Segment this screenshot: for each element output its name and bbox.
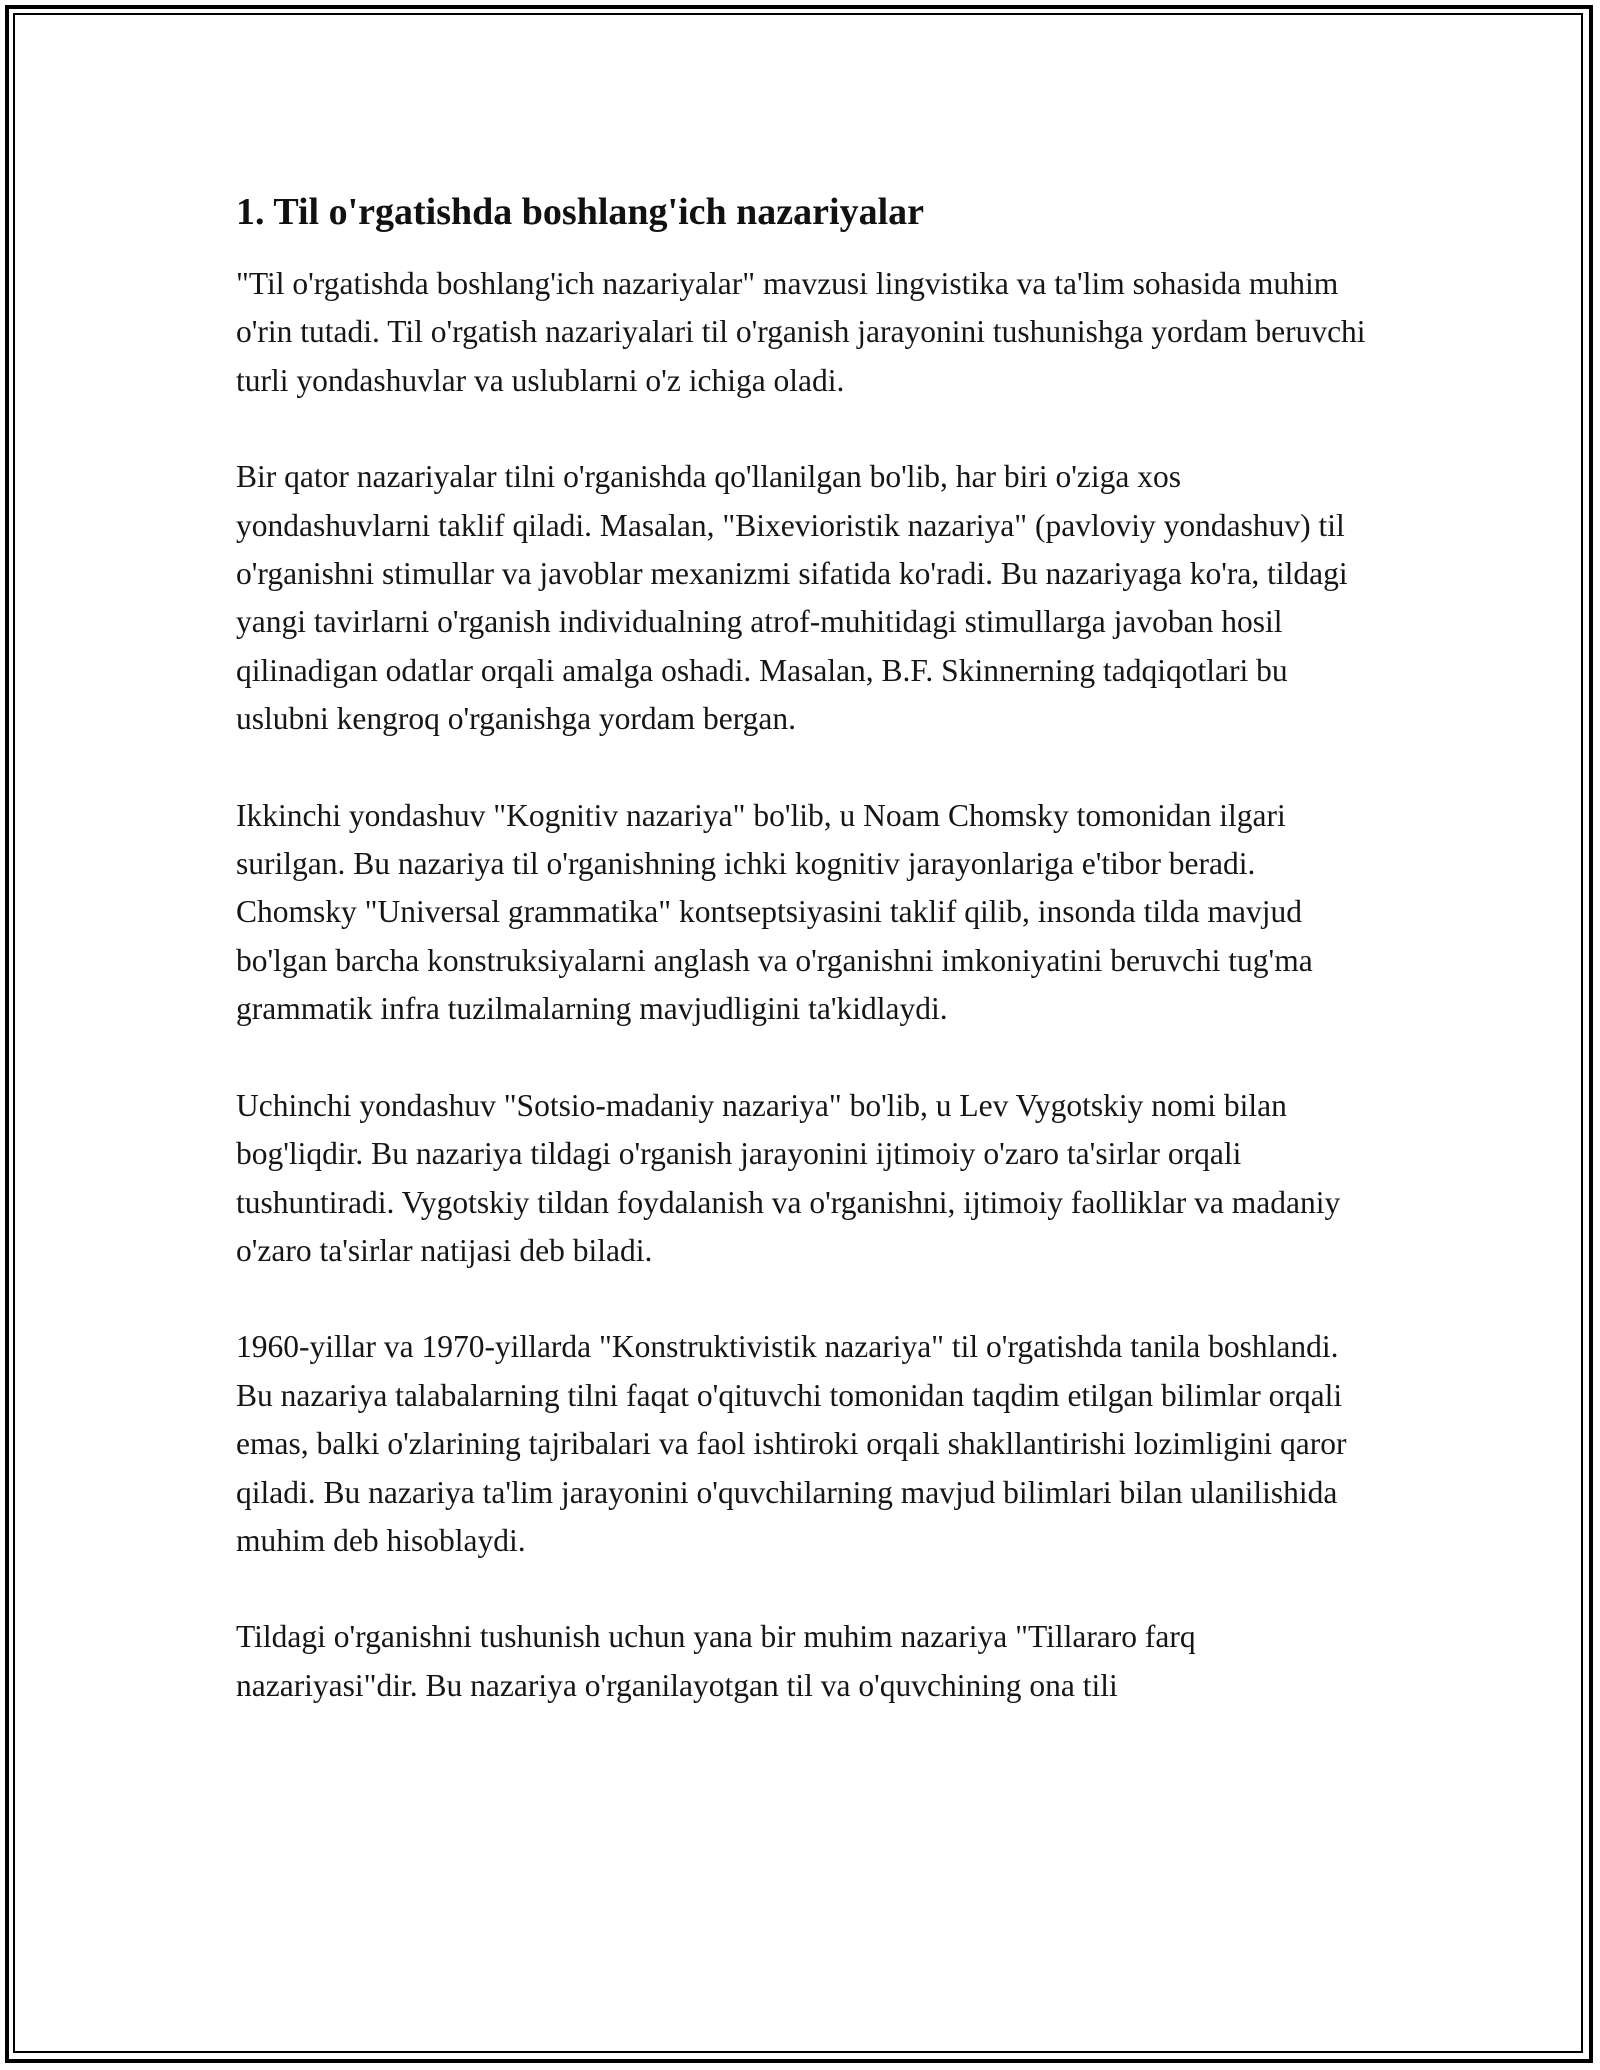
paragraph-contrastive-theory: Tildagi o'rganishni tushunish uchun yana bir muhim nazariya "Tillararo farq nazariyasi"dir. Bu nazariya o'rganilayotgan til va o'quvchining ona tili bbox=[236, 1619, 1196, 1703]
paragraph-sociocultural-theory: Uchinchi yondashuv "Sotsio-madaniy nazariya" bo'lib, u Lev Vygotskiy nomi bilan bog'liqdir. Bu nazariya tildagi o'rganish jarayonini ijtimoiy o'zaro ta'sirlar orqali tushuntiradi. Vygotskiy tildan foydalanish va o'rganishni, ijtimoiy faolliklar va madaniy o'zaro ta'sirlar natijasi deb biladi. bbox=[236, 1087, 1341, 1268]
paragraph-intro: "Til o'rgatishda boshlang'ich nazariyalar" mavzusi lingvistika va ta'lim sohasida muhim o'rin tutadi. Til o'rgatish nazariyalari til o'rganish jarayonini tushunishga yordam beruvchi turli yondashuvlar va uslublarni o'z ichiga oladi. bbox=[236, 266, 1366, 398]
paragraph-constructivist-theory: 1960-yillar va 1970-yillarda "Konstruktivistik nazariya" til o'rgatishda tanila boshlandi. Bu nazariya talabalarning tilni faqat o'qituvchi tomonidan taqdim etilgan bilimlar orqali emas, balki o'zlarining tajribalari va faol ishtiroki orqali shakllantirishi lozimligini qaror qiladi. Bu nazariya ta'lim jarayonini o'quvchilarning mavjud bilimlari bilan ulanilishida muhim deb hisoblaydi. bbox=[236, 1329, 1347, 1558]
section-heading: 1. Til o'rgatishda boshlang'ich nazariyalar bbox=[236, 191, 924, 233]
paragraph-cognitive-theory: Ikkinchi yondashuv "Kognitiv nazariya" bo'lib, u Noam Chomsky tomonidan ilgari surilgan. Bu nazariya til o'rganishning ichki kognitiv jarayonlariga e'tibor beradi. Chomsky "Universal grammatika" kontseptsiyasini taklif qilib, insonda tilda mavjud bo'lgan barcha konstruksiyalarni anglash va o'rganishni imkoniyatini beruvchi tug'ma grammatik infra tuzilmalarning mavjudligini ta'kidlaydi. bbox=[236, 797, 1313, 1027]
document-body bbox=[236, 188, 1370, 1758]
paragraph-behaviorist-theory: Bir qator nazariyalar tilni o'rganishda qo'llanilgan bo'lib, har biri o'ziga xos yondashuvlarni taklif qiladi. Masalan, "Bixevioristik nazariya" (pavloviy yondashuv) til o'rganishni stimullar va javoblar mexanizmi sifatida ko'radi. Bu nazariyaga ko'ra, tildagi yangi tavirlarni o'rganish individualning atrof-muhitidagi stimullarga javoban hosil qilinadigan odatlar orqali amalga oshadi. Masalan, B.F. Skinnerning tadqiqotlari bu uslubni kengroq o'rganishga yordam bergan. bbox=[236, 459, 1348, 737]
